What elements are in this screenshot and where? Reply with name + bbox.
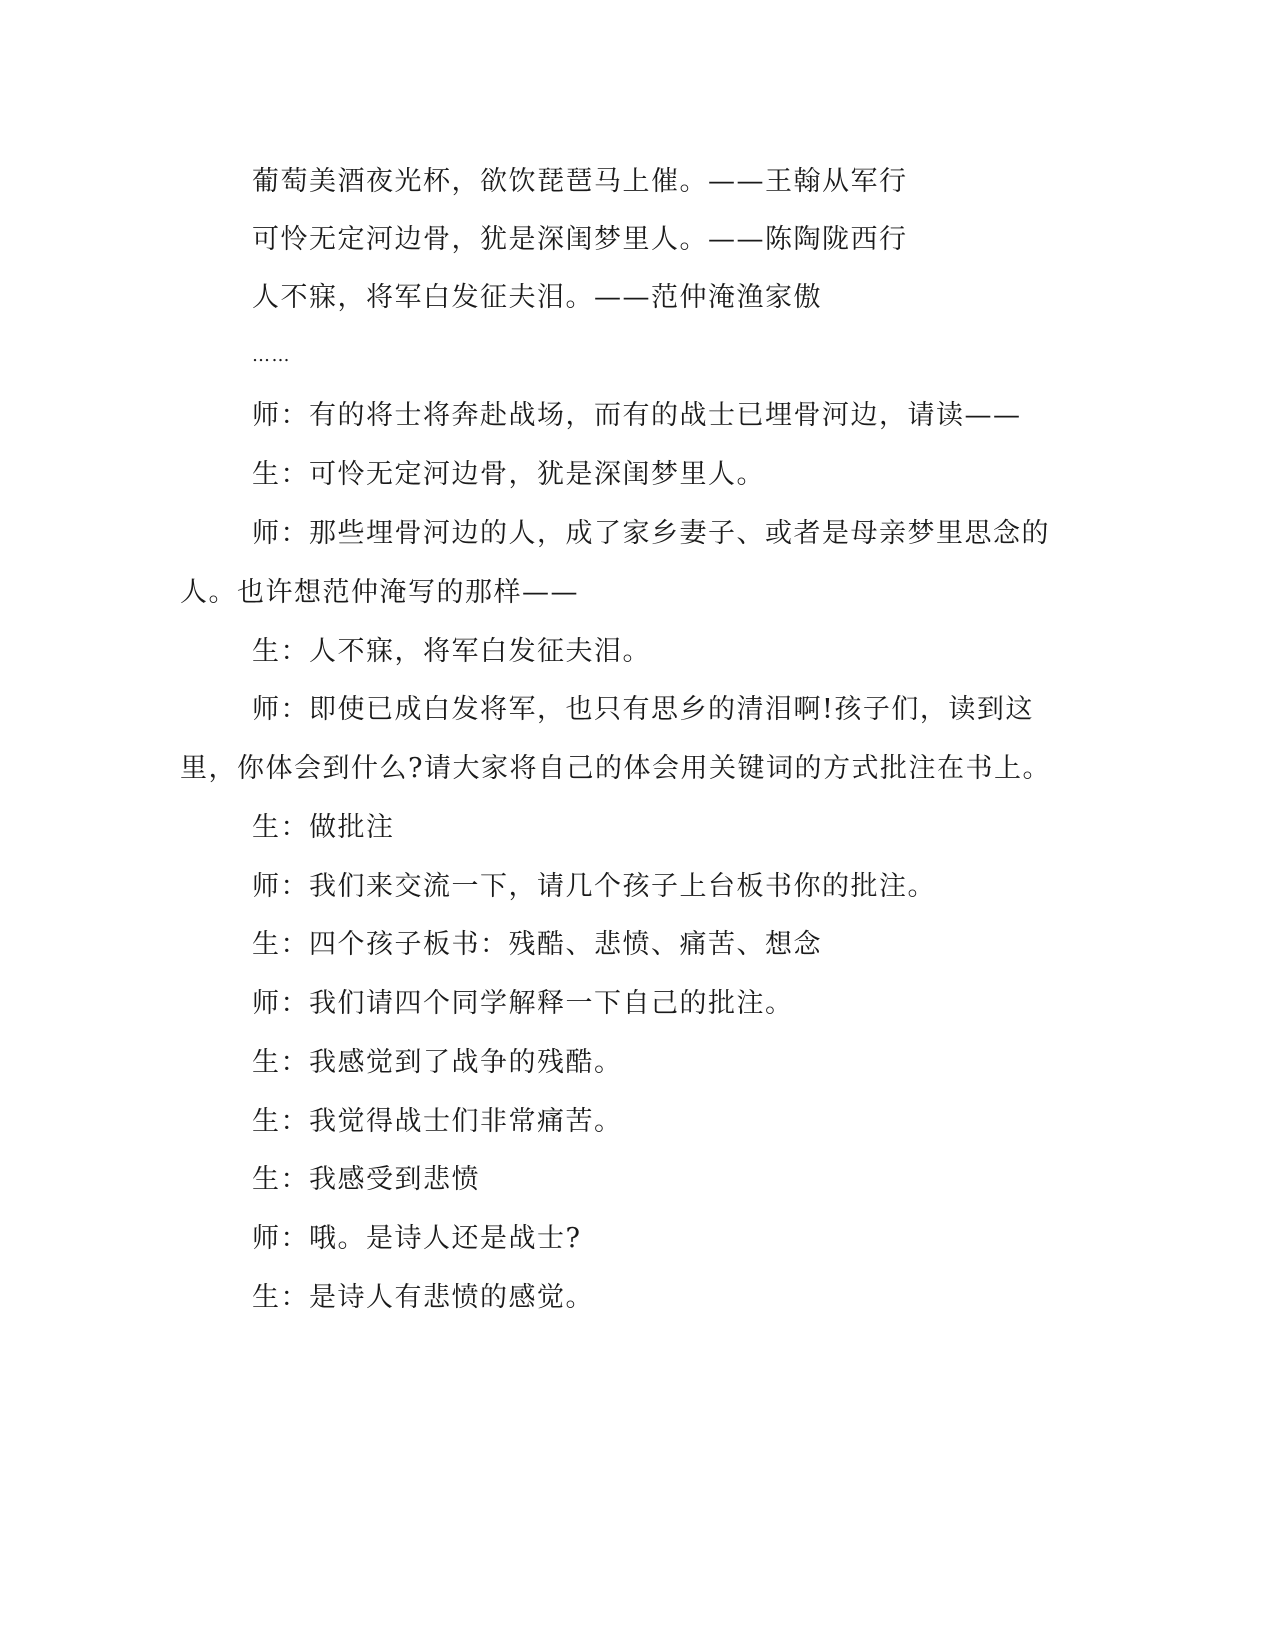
dialogue-line: 师：我们来交流一下，请几个孩子上台板书你的批注。 bbox=[252, 871, 936, 902]
dialogue-line: 生：可怜无定河边骨，犹是深闺梦里人。 bbox=[252, 459, 765, 490]
dialogue-line: 师：那些埋骨河边的人，成了家乡妻子、或者是母亲梦里思念的 bbox=[252, 518, 1050, 549]
poem-line-3: 人不寐，将军白发征夫泪。——范仲淹渔家傲 bbox=[252, 282, 822, 313]
dialogue-line: 师：有的将士将奔赴战场，而有的战士已埋骨河边，请读—— bbox=[252, 400, 1022, 431]
poem-line-1: 葡萄美酒夜光杯，欲饮琵琶马上催。——王翰从军行 bbox=[252, 166, 908, 197]
dialogue-line: 生：做批注 bbox=[252, 812, 395, 843]
dialogue-line: 师：即使已成白发将军，也只有思乡的清泪啊!孩子们，读到这 bbox=[252, 694, 1034, 725]
dialogue-line: 师：我们请四个同学解释一下自己的批注。 bbox=[252, 988, 794, 1019]
dialogue-line: 生：我感受到悲愤 bbox=[252, 1164, 480, 1195]
dialogue-line: 生：人不寐，将军白发征夫泪。 bbox=[252, 636, 651, 667]
dialogue-line-continued: 里，你体会到什么?请大家将自己的体会用关键词的方式批注在书上。 bbox=[180, 753, 1051, 784]
dialogue-line-continued: 人。也许想范仲淹写的那样—— bbox=[180, 577, 579, 608]
ellipsis: …… bbox=[252, 345, 291, 366]
dialogue-line: 生：我感觉到了战争的残酷。 bbox=[252, 1047, 623, 1078]
dialogue-line: 师：哦。是诗人还是战士? bbox=[252, 1223, 582, 1254]
dialogue-line: 生：是诗人有悲愤的感觉。 bbox=[252, 1282, 594, 1313]
dialogue-line: 生：四个孩子板书：残酷、悲愤、痛苦、想念 bbox=[252, 929, 822, 960]
dialogue-line: 生：我觉得战士们非常痛苦。 bbox=[252, 1106, 623, 1137]
poem-line-2: 可怜无定河边骨，犹是深闺梦里人。——陈陶陇西行 bbox=[252, 224, 908, 255]
